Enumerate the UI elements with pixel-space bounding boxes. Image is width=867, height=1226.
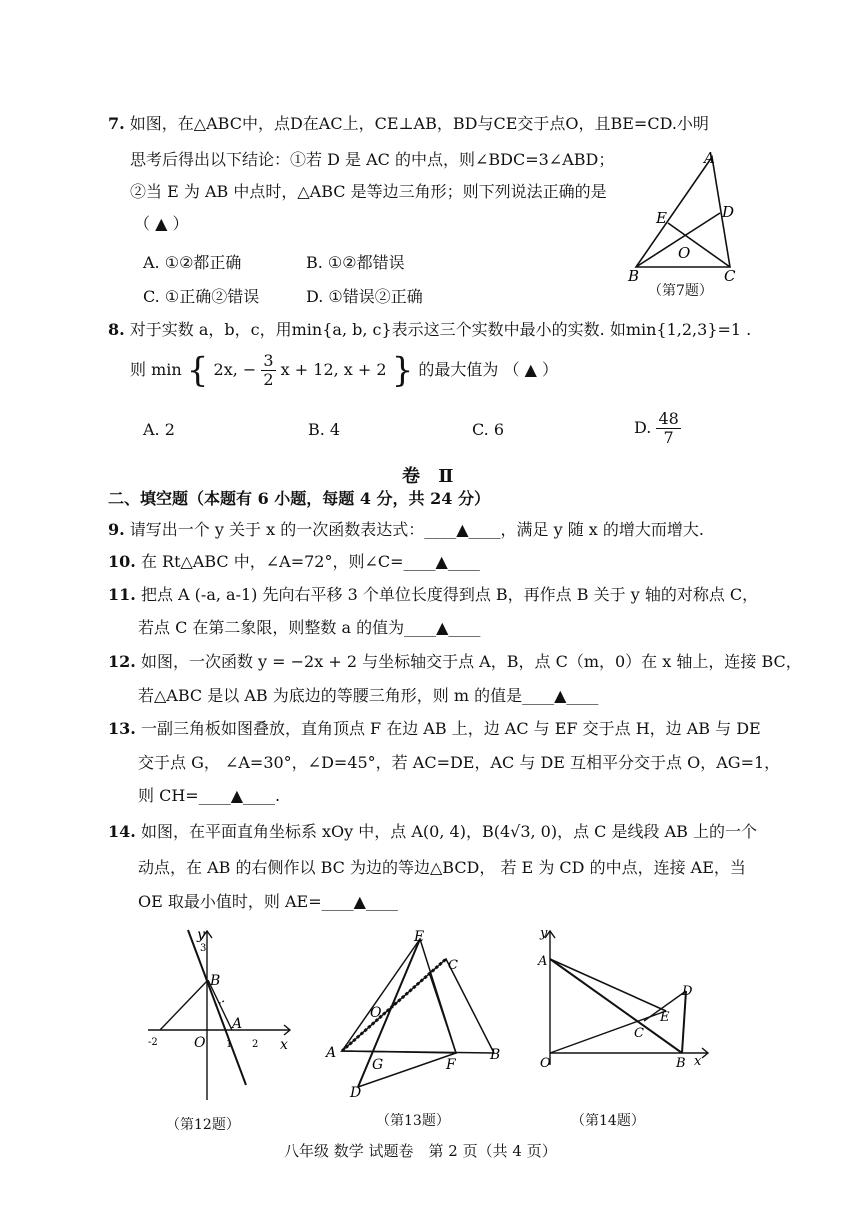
q8-option-d-denominator: 7	[663, 428, 674, 447]
q8-expr-a: 2x, −	[213, 360, 257, 379]
q13-number: 13.	[108, 719, 136, 738]
q12-tick-1: 1	[226, 1039, 233, 1050]
q7-line2: 思考后得出以下结论：①若 D 是 AC 的中点，则∠BDC=3∠ABD；	[130, 150, 615, 169]
q13-segment-ef	[430, 975, 456, 1053]
q7-option-c: C. ①正确②错误	[143, 287, 260, 306]
q14-label-d: D	[682, 984, 693, 999]
q9-number: 9.	[108, 520, 125, 539]
q13-label-f: F	[446, 1057, 456, 1073]
q13-figure	[320, 925, 510, 1105]
q14-label-x: x	[694, 1054, 702, 1069]
q14-text-1: 如图，在平面直角坐标系 xOy 中，点 A(0, 4)，B(4√3, 0)，点 C 是线段 AB 上的一个	[140, 822, 757, 841]
q13-text-1: 一副三角板如图叠放，直角顶点 F 在边 AB 上，边 AC 与 EF 交于点 H，边 AB 与 DE	[140, 719, 761, 738]
q13-label-d: D	[350, 1085, 362, 1101]
q8-number: 8.	[108, 320, 125, 339]
q12-label-b: B	[210, 973, 221, 989]
q8-option-a: A. 2	[143, 420, 175, 439]
q13-label-e: E	[414, 929, 425, 945]
q14-label-a: A	[538, 954, 548, 969]
q8-option-d-label: D.	[634, 418, 652, 437]
q7-number: 7.	[108, 114, 125, 133]
q12-tick-3: 3	[200, 943, 207, 954]
q10	[108, 552, 480, 572]
q14-label-b: B	[676, 1056, 686, 1071]
q7-label-e: E	[656, 209, 667, 227]
q14-segment-ae	[550, 959, 666, 1011]
q7-figure-caption: （第7题）	[648, 283, 713, 299]
q7-option-d: D. ①错误②正确	[306, 287, 423, 306]
q8-fraction	[261, 352, 275, 389]
q7-figure	[620, 145, 750, 300]
q8-fraction-denominator: 2	[263, 370, 274, 389]
q13-label-o: O	[370, 1005, 382, 1021]
section-2-heading: 二、填空题（本题有 6 小题，每题 4 分，共 24 分）	[108, 489, 490, 508]
q12-figure-caption: （第12题）	[166, 1117, 240, 1133]
q12-number: 12.	[108, 652, 136, 671]
q11-number: 11.	[108, 585, 136, 604]
q8-fraction-numerator: 3	[263, 351, 274, 370]
q14-number: 14.	[108, 822, 136, 841]
q7-option-b: B. ①②都错误	[306, 253, 405, 272]
q10-text: 在 Rt△ABC 中，∠A=72°，则∠C=____▲____	[140, 552, 480, 571]
q8-option-d-numerator: 48	[658, 409, 679, 428]
q8-question: 的最大值为 （ ▲ ）	[418, 360, 558, 379]
q11-text-1: 把点 A (-a, a-1) 先向右平移 3 个单位长度得到点 B，再作点 B 关于 y 轴的对称点 C，	[140, 585, 759, 604]
q12-line-y-eq	[188, 930, 246, 1085]
q10-number: 10.	[108, 552, 136, 571]
q7-line3: ②当 E 为 AB 中点时，△ABC 是等边三角形；则下列说法正确的是	[130, 182, 607, 201]
q14-line3: OE 取最小值时，则 AE=____▲____	[138, 892, 398, 911]
q8-option-c: C. 6	[472, 420, 505, 439]
q13-label-b: B	[490, 1047, 501, 1063]
q13-triangle-abc	[342, 959, 494, 1053]
q7-line1	[108, 114, 709, 134]
q14-segment-ab	[550, 959, 682, 1053]
q8-option-d-fraction	[656, 410, 680, 447]
q7-text-1: 如图，在△ABC中，点D在AC上，CE⊥AB，BD与CE交于点O，且BE=CD.小明	[129, 114, 709, 133]
q13-line2: 交于点 G， ∠A=30°，∠D=45°，若 AC=DE，AC 与 DE 互相平分交于点 O，AG=1，	[138, 753, 781, 772]
q8-line2	[130, 352, 558, 392]
q13-line1	[108, 719, 761, 739]
q8-right-brace: }	[391, 350, 414, 391]
q12-text-1: 如图，一次函数 y = −2x + 2 与坐标轴交于点 A，B，点 C（m，0）在 x 轴上，连接 BC，	[140, 652, 802, 671]
q13-label-g: G	[372, 1057, 384, 1073]
q8-line1	[108, 320, 751, 340]
q13-label-c: C	[448, 958, 458, 973]
q8-expr-b: x + 12, x + 2	[280, 360, 387, 379]
q12-label-y: y	[197, 927, 205, 943]
q14-label-e: E	[660, 1010, 670, 1025]
q7-label-b: B	[628, 267, 640, 285]
q13-figure-caption: （第13题）	[376, 1113, 450, 1129]
q7-answer-blank: （ ▲ ）	[134, 214, 189, 233]
q12-label-o: O	[194, 1035, 206, 1051]
q13-segment-ed	[358, 939, 420, 1087]
q8-min-label: 则 min	[130, 360, 182, 379]
q14-label-o: O	[540, 1056, 551, 1071]
q14-label-c: C	[634, 1026, 644, 1041]
q11-line1	[108, 585, 758, 605]
section-2-title: 卷 Ⅱ	[402, 466, 460, 487]
page-footer: 八年级 数学 试题卷 第 2 页（共 4 页）	[284, 1142, 557, 1160]
q12-label-x: x	[280, 1037, 288, 1053]
q8-text-1: 对于实数 a，b，c，用min{a, b, c}表示这三个实数中最小的实数. 如min{1,2,3}=1 .	[129, 320, 752, 339]
q12-tick-2: 2	[252, 1039, 259, 1050]
q12-line2: 若△ABC 是以 AB 为底边的等腰三角形，则 m 的值是____▲____	[138, 686, 599, 705]
q13-label-a: A	[326, 1045, 337, 1061]
q9-text: 请写出一个 y 关于 x 的一次函数表达式：____▲____，满足 y 随 x 的增大而增大.	[129, 520, 705, 539]
q7-option-a: A. ①②都正确	[143, 253, 242, 272]
q12-tick-minus-2: -2	[148, 1037, 158, 1048]
q14-line2: 动点，在 AB 的右侧作以 BC 为边的等边△BCD， 若 E 为 CD 的中点，连接 AE，当	[138, 858, 746, 877]
q13-line3: 则 CH=____▲____.	[138, 786, 281, 805]
q8-option-d	[634, 410, 681, 447]
q12-label-a: A	[232, 1016, 243, 1032]
q14-figure-caption: （第14题）	[571, 1113, 645, 1129]
q14-label-y: y	[540, 926, 548, 941]
q14-figure	[530, 925, 720, 1085]
q9	[108, 520, 704, 540]
q12-line1	[108, 652, 802, 672]
q7-label-d: D	[722, 203, 735, 221]
q8-left-brace: {	[186, 350, 209, 391]
q7-label-a: A	[704, 149, 715, 167]
q11-line2: 若点 C 在第二象限，则整数 a 的值为____▲____	[138, 618, 481, 637]
q12-segment-bc	[160, 980, 208, 1030]
q14-segment-db	[682, 991, 686, 1053]
q7-label-c: C	[724, 267, 736, 285]
q8-option-b: B. 4	[308, 420, 341, 439]
q14-line1	[108, 822, 757, 842]
q7-label-o: O	[678, 244, 691, 262]
q12-figure	[140, 925, 300, 1105]
